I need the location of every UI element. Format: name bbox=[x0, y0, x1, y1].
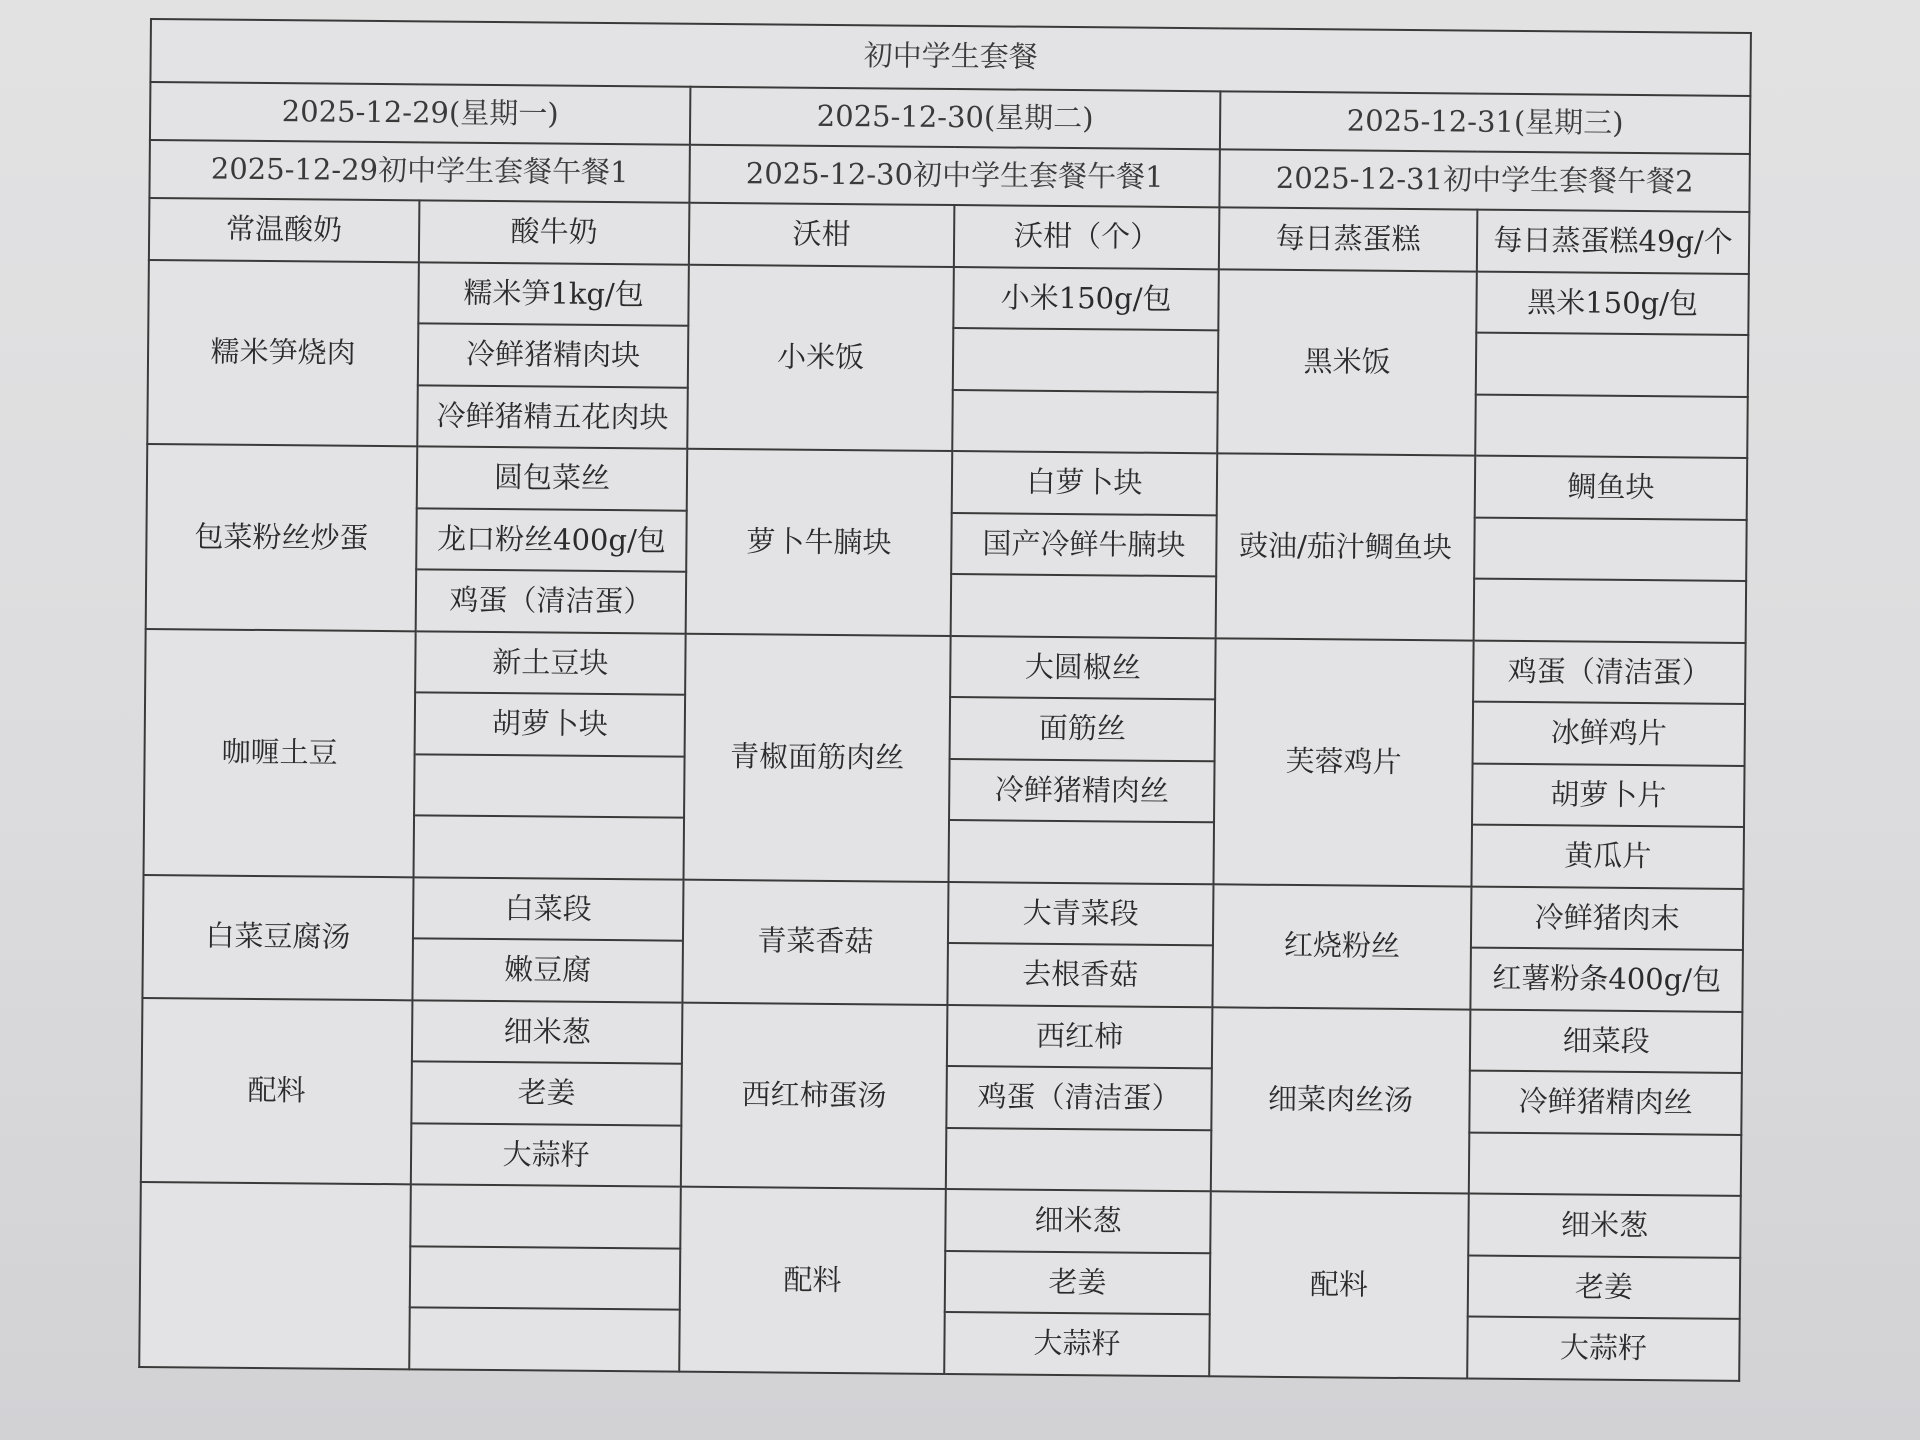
day-meal-header: 2025-12-29初中学生套餐午餐1 bbox=[149, 140, 689, 203]
ingredient-cell: 大蒜籽 bbox=[1467, 1317, 1740, 1381]
ingredient-cell: 冷鲜猪精肉块 bbox=[418, 324, 689, 388]
ingredient-cell: 面筋丝 bbox=[950, 697, 1216, 761]
day-meal-header: 2025-12-30初中学生套餐午餐1 bbox=[689, 145, 1219, 208]
empty-cell bbox=[1476, 333, 1749, 397]
dish-name: 配料 bbox=[679, 1187, 946, 1374]
ingredient-cell: 去根香菇 bbox=[947, 943, 1213, 1007]
ingredient-cell: 国产冷鲜牛腩块 bbox=[951, 513, 1217, 577]
table-row bbox=[142, 998, 1743, 1073]
table-row bbox=[140, 1182, 1741, 1257]
ingredient-cell: 黄瓜片 bbox=[1471, 825, 1744, 889]
table-row bbox=[143, 875, 1744, 950]
ingredient-cell: 龙口粉丝400g/包 bbox=[416, 508, 687, 572]
empty-cell bbox=[946, 1128, 1212, 1192]
empty-cell bbox=[952, 390, 1218, 454]
table-title: 初中学生套餐 bbox=[150, 19, 1751, 96]
dish-name: 豉油/茄汁鲷鱼块 bbox=[1216, 454, 1476, 641]
ingredient-cell: 糯米笋1kg/包 bbox=[418, 262, 689, 326]
empty-cell bbox=[1475, 394, 1748, 458]
empty-cell bbox=[414, 754, 685, 818]
dish-name: 细菜肉丝汤 bbox=[1211, 1007, 1471, 1194]
ingredient-cell: 细米葱 bbox=[1468, 1194, 1741, 1258]
ingredient-cell: 酸牛奶 bbox=[419, 201, 690, 265]
ingredient-cell: 每日蒸蛋糕49g/个 bbox=[1477, 210, 1750, 274]
dish-name: 咖喱土豆 bbox=[144, 629, 416, 877]
empty-cell bbox=[409, 1308, 680, 1372]
dish-name: 每日蒸蛋糕 bbox=[1219, 208, 1478, 272]
ingredient-cell: 细米葱 bbox=[945, 1189, 1211, 1253]
empty-cell bbox=[1474, 579, 1747, 643]
dish-name: 常温酸奶 bbox=[149, 198, 420, 262]
table-row bbox=[148, 260, 1749, 335]
ingredient-cell: 鸡蛋（清洁蛋） bbox=[416, 570, 687, 634]
dish-name: 糯米笋烧肉 bbox=[147, 260, 419, 447]
dish-name: 青菜香菇 bbox=[682, 879, 948, 1004]
ingredient-cell: 老姜 bbox=[411, 1062, 682, 1126]
ingredient-cell: 鸡蛋（清洁蛋） bbox=[1473, 640, 1746, 704]
printed-sheet bbox=[138, 18, 1750, 1422]
ingredient-cell: 老姜 bbox=[1468, 1255, 1741, 1319]
ingredient-cell: 冷鲜猪肉末 bbox=[1471, 886, 1744, 950]
ingredient-cell: 冰鲜鸡片 bbox=[1473, 702, 1746, 766]
menu-table bbox=[138, 18, 1752, 1382]
ingredient-cell: 黑米150g/包 bbox=[1476, 271, 1749, 335]
ingredient-cell: 大蒜籽 bbox=[944, 1312, 1210, 1376]
empty-cell bbox=[948, 820, 1214, 884]
dish-name: 芙蓉鸡片 bbox=[1213, 638, 1473, 886]
table-row bbox=[147, 444, 1748, 519]
ingredient-cell: 鸡蛋（清洁蛋） bbox=[946, 1066, 1212, 1130]
dish-name: 包菜粉丝炒蛋 bbox=[146, 444, 418, 631]
dish-name: 白菜豆腐汤 bbox=[142, 875, 413, 1000]
dish-name: 沃柑 bbox=[689, 203, 955, 267]
ingredient-cell: 鲷鱼块 bbox=[1475, 456, 1748, 520]
empty-cell bbox=[1469, 1132, 1742, 1196]
ingredient-cell: 冷鲜猪精肉丝 bbox=[1469, 1071, 1742, 1135]
ingredient-cell: 细菜段 bbox=[1470, 1009, 1743, 1073]
ingredient-cell: 大圆椒丝 bbox=[950, 636, 1216, 700]
ingredient-cell: 沃柑（个） bbox=[954, 205, 1220, 269]
ingredient-cell: 小米150g/包 bbox=[953, 267, 1219, 331]
ingredient-cell: 胡萝卜块 bbox=[415, 693, 686, 757]
ingredient-cell: 红薯粉条400g/包 bbox=[1470, 948, 1743, 1012]
dish-name: 黑米饭 bbox=[1217, 269, 1477, 456]
ingredient-cell: 新土豆块 bbox=[415, 631, 686, 695]
ingredient-cell: 白萝卜块 bbox=[952, 451, 1218, 515]
dish-name: 青椒面筋肉丝 bbox=[684, 633, 951, 881]
ingredient-cell: 大青菜段 bbox=[948, 882, 1214, 946]
day-date-header: 2025-12-29(星期一) bbox=[150, 82, 690, 145]
ingredient-cell: 细米葱 bbox=[412, 1000, 683, 1064]
empty-cell bbox=[1474, 517, 1747, 581]
ingredient-cell: 大蒜籽 bbox=[411, 1123, 682, 1187]
empty-cell bbox=[414, 816, 685, 880]
dish-name: 配料 bbox=[141, 998, 413, 1185]
ingredient-cell: 白菜段 bbox=[413, 877, 684, 941]
ingredient-cell: 圆包菜丝 bbox=[417, 447, 688, 511]
empty-cell bbox=[410, 1246, 681, 1310]
empty-cell bbox=[951, 574, 1217, 638]
empty-cell bbox=[410, 1185, 681, 1249]
dish-name: 配料 bbox=[1209, 1192, 1469, 1379]
table-row bbox=[145, 629, 1746, 704]
day-date-header: 2025-12-31(星期三) bbox=[1220, 91, 1751, 154]
ingredient-cell: 老姜 bbox=[945, 1251, 1211, 1315]
dish-name: 西红柿蛋汤 bbox=[681, 1002, 948, 1189]
ingredient-cell: 冷鲜猪精肉丝 bbox=[949, 759, 1215, 823]
empty-cell bbox=[139, 1182, 411, 1369]
dish-name: 小米饭 bbox=[687, 265, 954, 452]
dish-name: 红烧粉丝 bbox=[1212, 884, 1471, 1009]
ingredient-cell: 胡萝卜片 bbox=[1472, 763, 1745, 827]
dish-name: 萝卜牛腩块 bbox=[686, 449, 953, 636]
day-date-header: 2025-12-30(星期二) bbox=[690, 86, 1220, 149]
day-meal-header: 2025-12-31初中学生套餐午餐2 bbox=[1219, 149, 1750, 212]
ingredient-cell: 嫩豆腐 bbox=[412, 939, 683, 1003]
ingredient-cell: 冷鲜猪精五花肉块 bbox=[417, 385, 688, 449]
ingredient-cell: 西红柿 bbox=[947, 1005, 1213, 1069]
empty-cell bbox=[953, 328, 1219, 392]
